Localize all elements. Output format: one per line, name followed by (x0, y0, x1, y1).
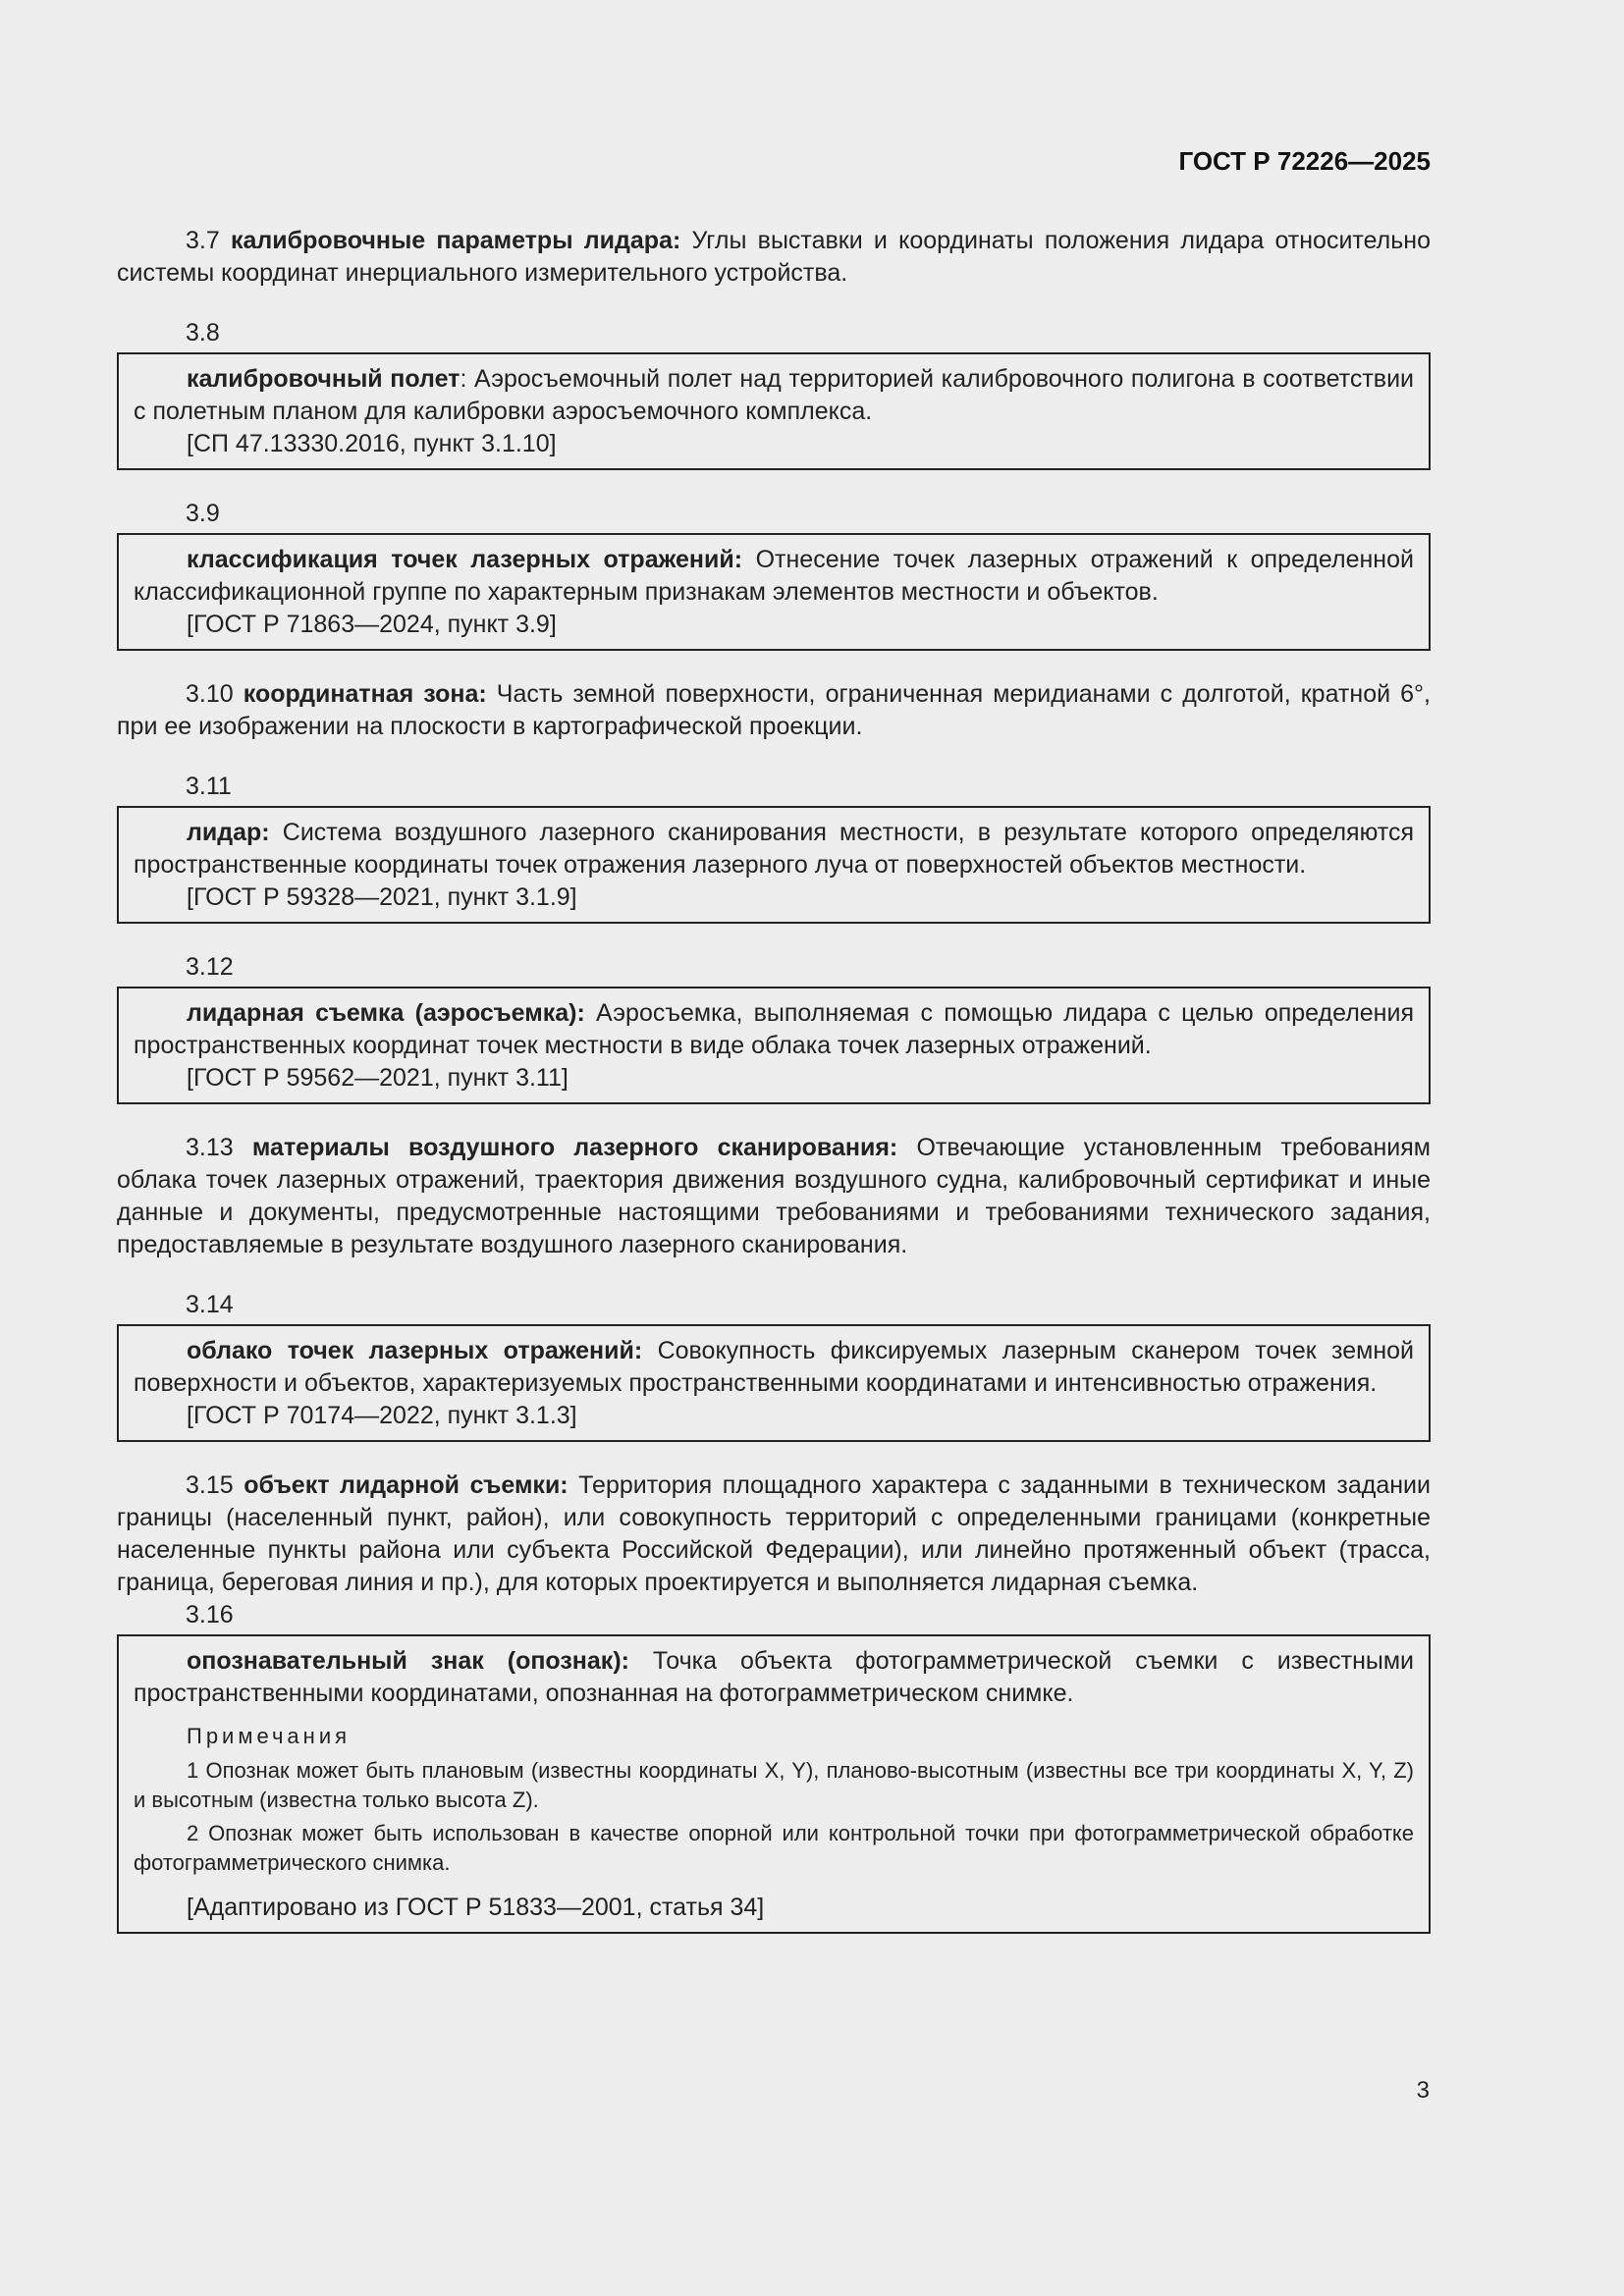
entry-source: [СП 47.13330.2016, пункт 3.1.10] (187, 430, 557, 457)
entry-term: облако точек лазерных отражений: (187, 1337, 643, 1364)
entry-3-13 (117, 1132, 1431, 1261)
entry-number: 3.16 (186, 1601, 234, 1629)
entry-3-11-box (117, 806, 1431, 924)
entry-term: калибровочный полет (187, 365, 460, 393)
entry-number: 3.14 (186, 1291, 234, 1318)
entry-3-16-box (117, 1634, 1431, 1934)
entry-number: 3.7 (186, 227, 220, 254)
entry-definition-paragraph (134, 817, 1414, 881)
entry-definition-paragraph (134, 363, 1414, 428)
note-2: 2 Опознак может быть использован в качестве опорной или контрольной точки при фотограмметрической обработке фотограмметрического снимка. (134, 1821, 1414, 1875)
entry-term: лидар: (187, 819, 270, 846)
entry-source: [ГОСТ Р 71863—2024, пункт 3.9] (187, 611, 557, 638)
entry-definition: Часть земной поверхности, ограниченная меридианами с долготой, кратной 6°, при ее изображении на плоскости в картографической проекции. (117, 680, 1431, 740)
entry-term: классификация точек лазерных отражений: (187, 546, 743, 573)
entry-source: [ГОСТ Р 70174—2022, пункт 3.1.3] (187, 1402, 577, 1429)
entry-definition-paragraph (134, 544, 1414, 609)
entry-3-10 (117, 678, 1431, 743)
entry-3-7 (117, 225, 1431, 290)
entry-number: 3.10 (186, 680, 234, 708)
entry-3-8-box (117, 352, 1431, 470)
entry-source: [ГОСТ Р 59562—2021, пункт 3.11] (187, 1064, 568, 1092)
entry-definition: Углы выставки и координаты положения лидара относительно системы координат инерциального измерительного устройства. (117, 227, 1431, 287)
entry-definition-paragraph (134, 1645, 1414, 1710)
entry-definition: Аэросъемка, выполняемая с помощью лидара с целью определения пространственных координат точек местности в виде облака точек лазерных отражений. (134, 999, 1414, 1059)
entry-3-12-box (117, 987, 1431, 1104)
entry-number: 3.8 (186, 319, 220, 347)
entry-definition: : Аэросъемочный полет над территорией калибровочного полигона в соответствии с полетным планом для калибровки аэросъемочного комплекса. (134, 365, 1415, 425)
entry-definition: Точка объекта фотограмметрической съемки с известными пространственными координатами, опознанная на фотограмметрическом снимке. (134, 1647, 1415, 1707)
entry-definition: Территория площадного характера с заданными в техническом задании границы (населенный пункт, район), или совокупность территорий с определенными границами (конкретные населенные пункты района или субъекта Российской Федерации), или линейно протяженный объект (трасса, граница, береговая линия и пр.), для которых проектируется и выполняется лидарная съемка. (117, 1471, 1431, 1596)
entry-number: 3.13 (186, 1134, 234, 1161)
entry-term: калибровочные параметры лидара: (231, 227, 681, 254)
entry-3-15 (117, 1469, 1431, 1599)
entry-term: координатная зона: (243, 680, 487, 708)
document-id-header: ГОСТ Р 72226—2025 (1178, 146, 1431, 176)
document-body (117, 225, 1431, 1934)
entry-number: 3.15 (186, 1471, 234, 1499)
entry-3-9-box (117, 533, 1431, 651)
entry-term: объект лидарной съемки: (244, 1471, 568, 1499)
page-number: 3 (1416, 2077, 1430, 2104)
entry-term: лидарная съемка (аэросъемка): (187, 999, 585, 1027)
entry-term: опознавательный знак (опознак): (187, 1647, 629, 1675)
entry-number: 3.12 (186, 953, 234, 981)
entry-definition-paragraph (134, 997, 1414, 1062)
entry-definition-paragraph (134, 1335, 1414, 1400)
entry-source: [ГОСТ Р 59328—2021, пункт 3.1.9] (187, 883, 577, 911)
entry-number: 3.11 (186, 773, 232, 800)
notes-title: Примечания (187, 1724, 352, 1748)
entry-number: 3.9 (186, 500, 220, 527)
entry-definition: Система воздушного лазерного сканирования местности, в результате которого определяются пространственные координаты точек отражения лазерного луча от поверхностей объектов местности. (134, 819, 1414, 879)
entry-definition: Отнесение точек лазерных отражений к определенной классификационной группе по характерным признакам элементов местности и объектов. (134, 546, 1414, 606)
entry-3-14-box (117, 1324, 1431, 1442)
entry-definition: Отвечающие установленным требованиям облака точек лазерных отражений, траектория движения воздушного судна, калибровочный сертификат и иные данные и документы, предусмотренные настоящими требованиями и требованиями технического задания, предоставляемые в результате воздушного лазерного сканирования. (117, 1134, 1431, 1258)
note-1: 1 Опознак может быть плановым (известны координаты X, Y), планово-высотным (известны все три координаты X, Y, Z) и высотным (известна только высота Z). (134, 1758, 1414, 1812)
entry-term: материалы воздушного лазерного сканирования: (251, 1134, 898, 1161)
entry-source: [Адаптировано из ГОСТ Р 51833—2001, статья 34] (187, 1894, 765, 1921)
entry-definition: Совокупность фиксируемых лазерным сканером точек земной поверхности и объектов, характеризуемых пространственными координатами и интенсивностью отражения. (134, 1337, 1414, 1397)
